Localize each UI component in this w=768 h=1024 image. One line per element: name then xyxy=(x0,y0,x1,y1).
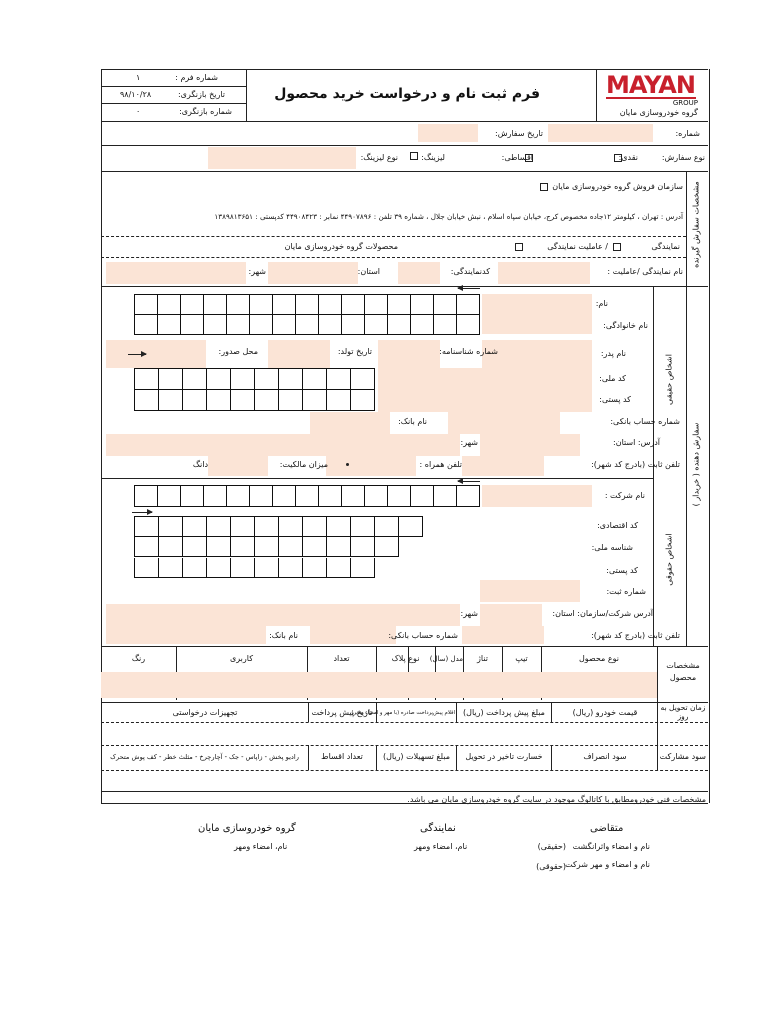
facility-label: مبلغ تسهیلات (ریال) xyxy=(382,752,451,761)
review-date-label: تاریخ بازنگری: xyxy=(177,90,225,99)
leasing-label: لیزینگ: xyxy=(421,153,445,162)
review-no-value: ۰ xyxy=(136,107,141,116)
id-no-label: شماره شناسنامه: xyxy=(439,347,498,356)
review-date-value: ۹۸/۱۰/۲۸ xyxy=(120,90,152,99)
agency-title: نمایندگی xyxy=(420,823,456,834)
prepayment-date-label: تاریخ پیش پرداخت xyxy=(311,708,373,717)
applicant-title: متقاضی xyxy=(590,823,624,834)
mobile-label: تلفن همراه : xyxy=(419,460,462,469)
product-columns xyxy=(101,646,657,700)
brand-sub: GROUP xyxy=(672,99,698,107)
partnership-label: سود مشارکت xyxy=(659,752,706,761)
delivery-label: زمان تحویل به روز xyxy=(660,703,706,721)
agency-sign: نام، امضاء ومهر xyxy=(414,842,468,851)
technical-note: مشخصات فنی خودرومطابق با کاتالوگ موجود در سایت گروه خودروسازی مایان می باشد. xyxy=(407,795,706,804)
col-model-year: مدل (سال) xyxy=(429,655,463,663)
city-label: شهر: xyxy=(248,267,266,276)
group-title: گروه خودروسازی مایان xyxy=(198,823,296,834)
agency-or-label: / عاملیت نمایندگی xyxy=(547,242,608,251)
legal-bank-account-label: شماره حساب بانکی: xyxy=(388,631,458,640)
leasing-checkbox[interactable] xyxy=(410,152,418,160)
order-date-label: تاریخ سفارش: xyxy=(495,129,543,138)
buyer-section-label: سفارش دهنده ( خریدار ) xyxy=(691,422,701,507)
birth-date-label: تاریخ تولد: xyxy=(337,347,372,356)
brand-wordmark: MAYAN xyxy=(606,71,695,99)
company-name-grid[interactable] xyxy=(134,485,480,507)
order-taker-org: سازمان فروش گروه خودروسازی مایان xyxy=(552,182,683,191)
equipment-list: رادیو پخش - زاپاس - جک - آچارچرخ - مثلث خطر - کف پوش متحرک xyxy=(110,753,299,761)
legal-city-label: شهر: xyxy=(460,609,478,618)
cancel-label: سود انصراف xyxy=(583,752,627,761)
order-number-label: شماره: xyxy=(675,129,700,138)
cash-checkbox[interactable] xyxy=(614,154,622,162)
legal-side-label: اشخاص حقوقی xyxy=(664,533,674,586)
cash-label: نقدی: xyxy=(618,153,638,162)
order-taker-address: آدرس : تهران ، کیلومتر ۱۲جاده مخصوص کرج، خیابان سپاه اسلام ، نبش خیابان جلال ، شماره ۳۹ تلفن : ۴۴۹۰۷۸۹۶ نمابر : ۴۴۹۰۸۴۲۳ کدپستی : ۱۳۸۹۸۱۳۶۵۱ xyxy=(214,212,683,221)
agency-type-checkbox[interactable] xyxy=(515,243,523,251)
col-tip: تیپ xyxy=(515,654,528,663)
col-product-type: نوع محصول xyxy=(578,654,619,663)
order-taker-section-label: مشخصات سفارش گیرنده xyxy=(691,181,701,268)
col-count: تعداد xyxy=(333,654,350,663)
legal-postal-grid[interactable] xyxy=(134,558,375,578)
col-plate-type: نوع پلاک xyxy=(391,654,420,663)
review-no-label: شماره بازنگری: xyxy=(179,107,232,116)
org-checkbox[interactable] xyxy=(540,183,548,191)
ownership-label: میزان مالکیت: xyxy=(279,460,328,469)
delay-label: خسارت تاخیر در تحویل xyxy=(465,752,543,761)
installments-label: تعداد اقساط xyxy=(321,752,363,761)
installment-checkbox[interactable] xyxy=(525,154,533,162)
form-title: فرم ثبت نام و درخواست خرید محصول xyxy=(274,86,540,102)
father-name-label: نام پدر: xyxy=(600,349,626,358)
agency-name-label: نام نمایندگی /عاملیت : xyxy=(607,267,683,276)
company-name-label: نام شرکت : xyxy=(604,491,645,500)
leasing-type-label: نوع لیزینگ: xyxy=(360,153,398,162)
legal-phone-label: تلفن ثابت (بادرج کد شهر): xyxy=(591,631,680,640)
dang-label: دانگ xyxy=(192,460,208,469)
products-label: محصولات گروه خودروسازی مایان xyxy=(284,242,398,251)
applicant-legal-sign: نام و امضاء و مهر شرکت xyxy=(565,860,650,869)
register-no-label: شماره ثبت: xyxy=(606,587,646,596)
legal-bank-name-label: نام بانک: xyxy=(269,631,298,640)
ownership-dot xyxy=(346,463,349,466)
group-sign: نام، امضاء ومهر xyxy=(234,842,288,851)
prepayment-detail-label: اقلام پیش‌پرداخت‌ صادره‌ (با مهر و امضاء مدیر) xyxy=(351,710,455,716)
economic-code-grid[interactable] xyxy=(134,516,423,537)
natural-tag: (حقیقی) xyxy=(537,842,566,851)
national-code-grid[interactable] xyxy=(134,368,375,411)
national-code-label: کد ملی: xyxy=(599,374,626,383)
equipment-label: تجهیزات درخواستی xyxy=(172,708,238,717)
agency-code-label: کدنمایندگی: xyxy=(450,267,490,276)
legal-tag: (حقوقی) xyxy=(536,862,566,871)
installment-label: اقساطی: xyxy=(501,153,533,162)
product-section-label: مشخصات محصول xyxy=(666,661,700,682)
price-label: قیمت خودرو (ریال) xyxy=(572,708,638,717)
prepayment-label: مبلغ پیش پرداخت (ریال) xyxy=(463,708,545,717)
legal-postal-label: کد پستی: xyxy=(606,566,638,575)
col-usage: کاربری xyxy=(229,654,253,663)
last-name-label: نام خانوادگی: xyxy=(603,321,648,330)
company-name: گروه خودروسازی مایان xyxy=(619,108,698,117)
brand-logo xyxy=(606,71,698,107)
natural-city-label: شهر: xyxy=(460,438,478,447)
col-tonnage: تناژ xyxy=(477,654,488,663)
national-id-grid[interactable] xyxy=(134,537,399,557)
natural-phone-label: تلفن ثابت (بادرج کد شهر): xyxy=(591,460,680,469)
col-color: رنگ xyxy=(131,654,146,663)
form-no-value: ۱ xyxy=(136,73,141,82)
form-no-label: شماره فرم : xyxy=(175,73,218,82)
issue-place-label: محل صدور: xyxy=(218,347,258,356)
first-name-label: نام: xyxy=(595,299,608,308)
agency-label: نمایندگی xyxy=(651,242,680,251)
national-id-label: شناسه ملی: xyxy=(591,543,633,552)
bank-name-label: نام بانک: xyxy=(398,417,427,426)
legal-address-label: آدرس شرکت/سازمان: استان: xyxy=(552,609,653,618)
applicant-natural-sign: نام و امضاء واثرانگشت xyxy=(572,842,650,851)
natural-address-label: آدرس: استان: xyxy=(613,438,660,447)
name-grid[interactable] xyxy=(134,294,480,335)
postal-code-label: کد پستی: xyxy=(599,395,631,404)
province-label: استان: xyxy=(357,267,380,276)
natural-side-label: اشخاص حقیقی xyxy=(664,354,674,405)
economic-code-label: کد اقتصادی: xyxy=(597,521,638,530)
order-type-label: نوع سفارش: xyxy=(661,153,705,162)
agency-checkbox[interactable] xyxy=(613,243,621,251)
bank-account-label: شماره حساب بانکی: xyxy=(610,417,680,426)
